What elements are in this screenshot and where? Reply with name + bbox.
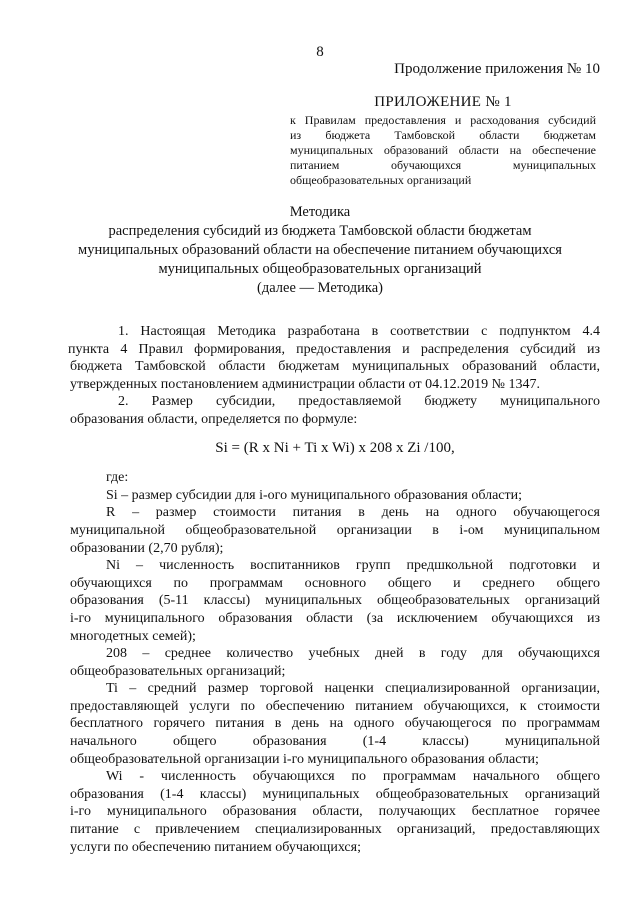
- paragraph-line: i-го муниципального образования области, получающих бесплатное горячее: [70, 804, 600, 820]
- continuation-note: Продолжение приложения № 10: [394, 61, 600, 77]
- paragraph-line: начального общего образования (1-4 классы) муниципальной: [70, 734, 600, 750]
- paragraph-line: бюджета Тамбовской области бюджетам муниципальных образований области,: [70, 359, 600, 375]
- paragraph-line: образования (1-4 классы) муниципальных общеобразовательных организаций: [70, 786, 600, 802]
- paragraph-line: общеобразовательной организации i-го муниципального образования области;: [70, 751, 539, 767]
- appendix-line: из бюджета Тамбовской области бюджетам: [290, 128, 596, 142]
- paragraph-line: бесплатного горячего питания в день на одного обучающегося по программам: [70, 716, 600, 732]
- definition-ti: Ti – средний размер торговой наценки специализированной организации,: [106, 681, 600, 697]
- paragraph-line: образования области, определяется по формуле:: [70, 411, 358, 427]
- paragraph-line: где:: [106, 470, 129, 486]
- appendix-line: питанием обучающихся муниципальных: [290, 158, 596, 172]
- paragraph-line: i-го муниципального образования области (за исключением обучающихся из: [70, 610, 600, 626]
- appendix-line: общеобразовательных организаций: [290, 173, 472, 187]
- definition-ni: Ni – численность воспитанников групп предшкольной подготовки и: [106, 558, 600, 574]
- appendix-line: муниципальных образований области на обеспечение: [290, 143, 596, 157]
- definition-si: Si – размер субсидии для i-ого муниципального образования области;: [106, 487, 523, 503]
- methodology-heading: [40, 203, 600, 298]
- appendix-header: [290, 94, 596, 188]
- paragraph-line: многодетных семей);: [70, 628, 196, 644]
- formula: Si = (R x Ni + Ti x Wi) x 208 x Zi /100,: [215, 439, 455, 456]
- appendix-subtitle: [290, 113, 596, 188]
- paragraph-line: образования (5-11 классы) муниципальных общеобразовательных организаций: [70, 593, 600, 609]
- heading-line: (далее — Методика): [257, 280, 383, 296]
- paragraph-line: 1. Настоящая Методика разработана в соответствии с подпунктом 4.4: [118, 324, 600, 339]
- definition-wi: Wi - численность обучающихся по программам начального общего: [106, 769, 600, 785]
- paragraph-line: услуги по обеспечению питанием обучающихся;: [70, 839, 361, 855]
- paragraph-line: питание с привлечением специализированных организаций, предоставляющих: [70, 822, 600, 838]
- paragraph-line: образовании (2,70 рубля);: [70, 540, 224, 556]
- definition-r: R – размер стоимости питания в день на одного обучающегося: [106, 505, 600, 521]
- page-number: 8: [316, 44, 324, 60]
- definition-208: 208 – среднее количество учебных дней в году для обучающихся: [106, 646, 600, 662]
- heading-title: Методика: [289, 204, 351, 220]
- heading-line: муниципальных общеобразовательных организаций: [158, 261, 482, 277]
- paragraph-line: обучающихся по программам основного общего и среднего общего: [70, 575, 600, 591]
- paragraph-line: 2. Размер субсидии, предоставляемой бюджету муниципального: [118, 394, 600, 410]
- paragraph-line: пункта 4 Правил формирования, предоставления и распределения субсидий из: [68, 341, 600, 357]
- document-body: [70, 323, 600, 856]
- paragraph-line: предоставляющей услуги по обеспечению питанием обучающихся, к стоимости: [70, 698, 600, 714]
- appendix-line: к Правилам предоставления и расходования субсидий: [290, 113, 596, 127]
- heading-line: муниципальных образований области на обеспечение питанием обучающихся: [78, 242, 562, 258]
- paragraph-line: утвержденных постановлением администрации области от 04.12.2019 № 1347.: [70, 376, 540, 392]
- paragraph-line: общеобразовательных организаций;: [70, 663, 286, 679]
- paragraph-line: муниципальной общеобразовательной организации в i-ом муниципальном: [70, 522, 600, 538]
- appendix-title: ПРИЛОЖЕНИЕ № 1: [374, 94, 512, 110]
- heading-line: распределения субсидий из бюджета Тамбовской области бюджетам: [108, 223, 532, 239]
